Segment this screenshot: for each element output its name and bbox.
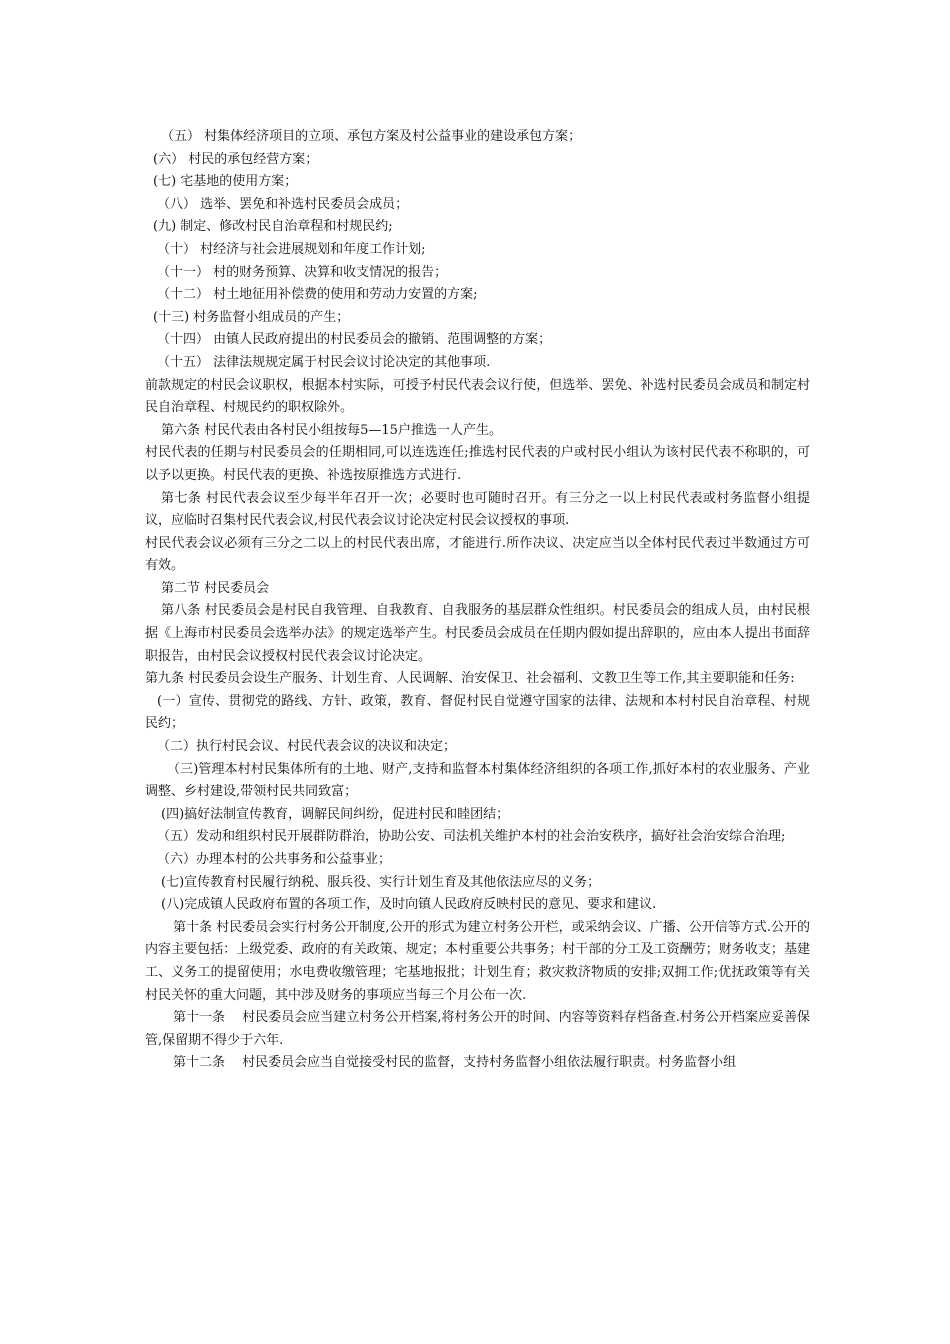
- duty-item-3: （三)管理本村村民集体所有的土地、财产,支持和监督本村集体经济组织的各项工作,抓好本村的农业服务、产业调整、乡村建设,带领村民共同致富；: [145, 761, 810, 800]
- list-item-11: （十一） 村的财务预算、决算和收支情况的报告；: [157, 264, 448, 280]
- section-heading-2: 第二节 村民委员会: [161, 580, 270, 596]
- list-item-14: （十四） 由镇人民政府提出的村民委员会的撤销、范围调整的方案；: [157, 332, 552, 348]
- duty-item-5: （五）发动和组织村民开展群防群治，协助公安、司法机关维护本村的社会治安秩序，搞好社会治安综合治理;: [157, 829, 786, 845]
- duty-item-2: （二）执行村民会议、村民代表会议的决议和决定；: [157, 739, 457, 755]
- list-item-9: (九) 制定、修改村民自治章程和村规民约;: [153, 219, 393, 235]
- list-item-8: （八） 选举、罢免和补选村民委员会成员；: [157, 196, 409, 212]
- paragraph-delegation: 前款规定的村民会议职权，根据本村实际，可授予村民代表会议行使，但选举、罢免、补选村民委员会成员和制定村民自治章程、村规民约的职权除外。: [145, 377, 810, 416]
- duty-item-4: (四)搞好法制宣传教育，调解民间纠纷，促进村民和睦团结；: [161, 806, 510, 822]
- duty-item-6: （六）办理本村的公共事务和公益事业；: [157, 852, 392, 867]
- article-11: 第十一条 村民委员会应当建立村务公开档案,将村务公开的时间、内容等资料存档备查.村务公开档案应妥善保管,保留期不得少于六年.: [145, 1010, 810, 1048]
- list-item-12: （十二） 村土地征用补偿费的使用和劳动力安置的方案;: [157, 287, 478, 303]
- duty-item-8: (八)完成镇人民政府布置的各项工作，及时向镇人民政府反映村民的意见、要求和建议.: [161, 897, 657, 913]
- duty-item-1: (一）宣传、贯彻党的路线、方针、政策，教育、督促村民自觉遵守国家的法律、法规和本村村民自治章程、村规民约；: [145, 693, 810, 732]
- duty-item-7: (七)宣传教育村民履行纳税、服兵役、实行计划生育及其他依法应尽的义务；: [161, 874, 601, 890]
- article-6: 第六条 村民代表由各村民小组按每5—15户推选一人产生。: [161, 422, 502, 438]
- article-7: 第七条 村民代表会议至少每半年召开一次；必要时也可随时召开。有三分之一以上村民代表或村务监督小组提议，应临时召集村民代表会议,村民代表会议讨论决定村民会议授权的事项.: [145, 490, 810, 529]
- list-item-5: （五） 村集体经济项目的立项、承包方案及村公益事业的建设承包方案；: [161, 129, 582, 144]
- list-item-13: (十三) 村务监督小组成员的产生；: [153, 309, 350, 325]
- paragraph-representative-term: 村民代表的任期与村民委员会的任期相同,可以连选连任;推选村民代表的户或村民小组认为该村民代表不称职的，可以予以更换。村民代表的更换、补选按原推选方式进行.: [145, 445, 810, 483]
- list-item-10: （十） 村经济与社会进展规划和年度工作计划;: [157, 241, 426, 257]
- article-9: 第九条 村民委员会设生产服务、计划生育、人民调解、治安保卫、社会福利、文教卫生等工作,其主要职能和任务:: [145, 671, 795, 687]
- list-item-15: （十五） 法律法规规定属于村民会议讨论决定的其他事项.: [157, 354, 491, 370]
- document-body: [145, 126, 810, 1075]
- article-8: 第八条 村民委员会是村民自我管理、自我教育、自我服务的基层群众性组织。村民委员会的组成人员，由村民根据《上海市村民委员会选举办法》的规定选举产生。村民委员会成员在任期内假如提出辞职的，应由本人提出书面辞职报告，由村民会议授权村民代表会议讨论决定。: [145, 603, 810, 664]
- list-item-6: (六） 村民的承包经营方案；: [153, 151, 319, 167]
- article-10: 第十条 村民委员会实行村务公开制度,公开的形式为建立村务公开栏，或采纳会议、广播、公开信等方式.公开的内容主要包括：上级党委、政府的有关政策、规定；本村重要公共事务；村干部的分工及工资酬劳；财务收支；基建工、义务工的提留使用；水电费收缴管理；宅基地报批；计划生育；救灾救济物质的安排;双拥工作;优抚政策等有关村民关怀的重大问题，其中涉及财务的事项应当每三个月公布一次.: [145, 919, 810, 1003]
- list-item-7: (七) 宅基地的使用方案；: [153, 174, 298, 190]
- article-12: 第十二条 村民委员会应当自觉接受村民的监督，支持村务监督小组依法履行职责。村务监督小组: [173, 1055, 737, 1071]
- paragraph-quorum: 村民代表会议必须有三分之二以上的村民代表出席，才能进行.所作决议、决定应当以全体村民代表过半数通过方可有效。: [145, 535, 810, 574]
